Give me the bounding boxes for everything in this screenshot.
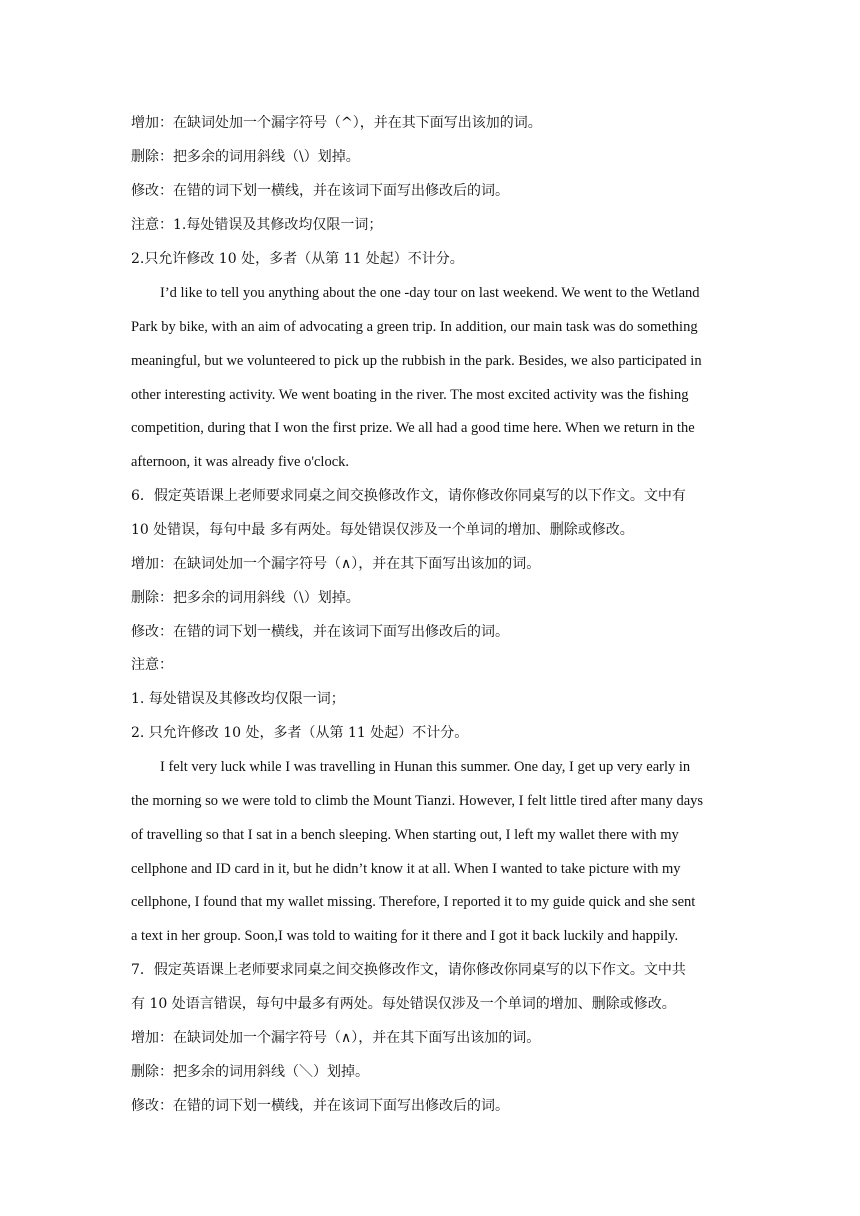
instruction-modify: 修改：在错的词下划一横线，并在该词下面写出修改后的词。 <box>131 183 509 199</box>
passage-line: cellphone and ID card in it, but he didn’t know it at all. When I wanted to take picture with my <box>131 861 681 877</box>
instruction-delete: 删除：把多余的词用斜线（\）划掉。 <box>131 590 360 606</box>
question-6-prompt-cont: 10 处错误，每句中最 多有两处。每处错误仅涉及一个单词的增加、删除或修改。 <box>131 522 634 538</box>
note-2: 2.只允许修改 10 处，多者（从第 11 处起）不计分。 <box>131 251 464 267</box>
question-6-prompt: 6．假定英语课上老师要求同桌之间交换修改作文，请你修改你同桌写的以下作文。文中有 <box>131 488 686 504</box>
question-7-prompt-cont: 有 10 处语言错误，每句中最多有两处。每处错误仅涉及一个单词的增加、删除或修改。 <box>131 996 676 1012</box>
question-7-prompt: 7．假定英语课上老师要求同桌之间交换修改作文，请你修改你同桌写的以下作文。文中共 <box>131 962 686 978</box>
passage-line: cellphone, I found that my wallet missing. Therefore, I reported it to my guide quick and she sent <box>131 894 696 910</box>
note-1: 注意：1.每处错误及其修改均仅限一词； <box>131 217 383 233</box>
passage-line: other interesting activity. We went boating in the river. The most excited activity was the fishing <box>131 387 689 403</box>
instruction-add: 增加：在缺词处加一个漏字符号（∧），并在其下面写出该加的词。 <box>131 1030 541 1046</box>
instruction-add: 增加：在缺词处加一个漏字符号（∧），并在其下面写出该加的词。 <box>131 556 541 572</box>
instruction-add: 增加：在缺词处加一个漏字符号（^），并在其下面写出该加的词。 <box>131 115 542 131</box>
note-1: 1. 每处错误及其修改均仅限一词； <box>131 691 345 707</box>
passage-line: a text in her group. Soon,I was told to waiting for it there and I got it back luckily and happily. <box>131 928 679 944</box>
passage-line: meaningful, but we volunteered to pick up the rubbish in the park. Besides, we also participated in <box>131 353 702 369</box>
instruction-delete: 删除：把多余的词用斜线（＼）划掉。 <box>131 1064 369 1080</box>
passage-line: afternoon, it was already five o'clock. <box>131 454 350 470</box>
instruction-modify: 修改：在错的词下划一横线，并在该词下面写出修改后的词。 <box>131 1098 509 1114</box>
passage-line: of travelling so that I sat in a bench sleeping. When starting out, I left my wallet there with my <box>131 827 679 843</box>
note-2: 2. 只允许修改 10 处，多者（从第 11 处起）不计分。 <box>131 725 469 741</box>
passage-line: the morning so we were told to climb the Mount Tianzi. However, I felt little tired after many days <box>131 793 704 809</box>
passage-line: competition, during that I won the first prize. We all had a good time here. When we return in the <box>131 420 695 436</box>
instruction-modify: 修改：在错的词下划一横线，并在该词下面写出修改后的词。 <box>131 624 509 640</box>
passage-line: I’d like to tell you anything about the one -day tour on last weekend. We went to the Wetland <box>160 285 700 301</box>
passage-line: Park by bike, with an aim of advocating a green trip. In addition, our main task was do something <box>131 319 698 335</box>
passage-line: I felt very luck while I was travelling in Hunan this summer. One day, I get up very early in <box>160 759 691 775</box>
note-label: 注意： <box>131 657 173 673</box>
instruction-delete: 删除：把多余的词用斜线（\）划掉。 <box>131 149 360 165</box>
